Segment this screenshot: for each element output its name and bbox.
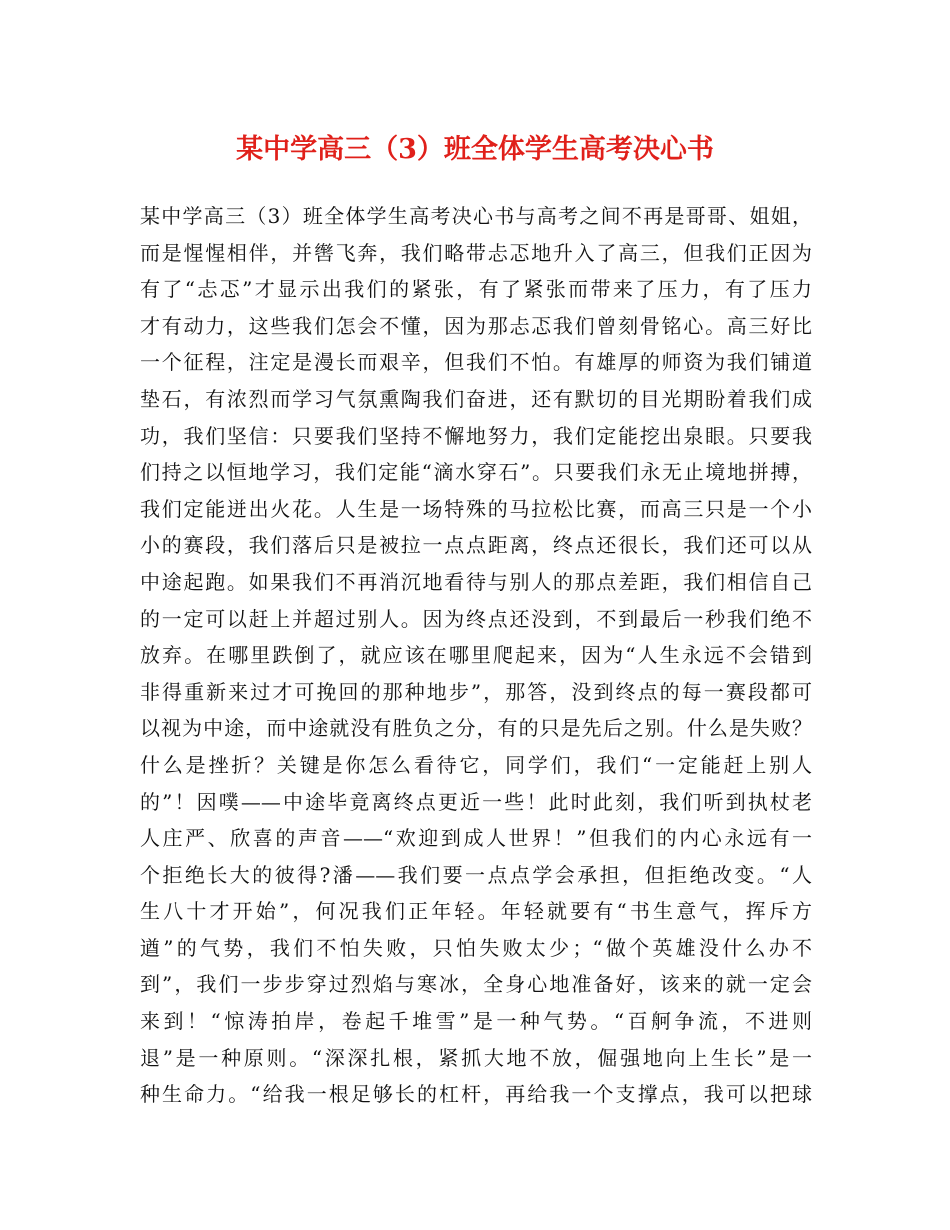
body-line: 的一定可以赶上并超过别人。因为终点还没到，不到最后一秒我们绝不: [140, 606, 812, 631]
body-line: 来到！“惊涛拍岸，卷起千堆雪”是一种气势。“百舸争流，不进则: [140, 1009, 812, 1034]
body-line: 放弃。在哪里跌倒了，就应该在哪里爬起来，因为“人生永远不会错到: [140, 643, 812, 668]
body-line: 才有动力，这些我们怎会不懂，因为那忐忑我们曾刻骨铭心。高三好比: [140, 313, 812, 338]
body-line: 中途起跑。如果我们不再消沉地看待与别人的那点差距，我们相信自己: [140, 569, 812, 594]
body-line: 小的赛段，我们落后只是被拉一点点距离，终点还很长，我们还可以从: [140, 533, 812, 558]
body-line: 退”是一种原则。“深深扎根，紧抓大地不放，倔强地向上生长”是一: [140, 1045, 812, 1070]
body-line: 个拒绝长大的彼得?潘——我们要一点点学会承担，但拒绝改变。“人: [140, 862, 812, 887]
document-body: [140, 198, 812, 1113]
body-line: 功，我们坚信：只要我们坚持不懈地努力，我们定能挖出泉眼。只要我: [140, 423, 812, 448]
body-line: 什么是挫折？关键是你怎么看待它，同学们，我们“一定能赶上别人: [140, 752, 812, 777]
body-line: 生八十才开始”，何况我们正年轻。年轻就要有“书生意气，挥斥方: [140, 899, 812, 924]
body-line: 种生命力。“给我一根足够长的杠杆，再给我一个支撑点，我可以把球: [140, 1082, 812, 1107]
body-line: 以视为中途，而中途就没有胜负之分，有的只是先后之别。什么是失败？: [140, 716, 812, 741]
body-line: 一个征程，注定是漫长而艰辛，但我们不怕。有雄厚的师资为我们铺道: [140, 350, 812, 375]
body-line: 而是惺惺相伴，并辔飞奔，我们略带忐忑地升入了高三，但我们正因为: [140, 240, 812, 265]
body-line: 有了“忐忑”才显示出我们的紧张，有了紧张而带来了压力，有了压力: [140, 277, 812, 302]
body-line: 遒”的气势，我们不怕失败，只怕失败太少；“做个英雄没什么办不: [140, 935, 812, 960]
body-line: 到”，我们一步步穿过烈焰与寒冰，全身心地准备好，该来的就一定会: [140, 972, 812, 997]
body-line: 们持之以恒地学习，我们定能“滴水穿石”。只要我们永无止境地拼搏，: [140, 460, 812, 485]
body-line: 人庄严、欣喜的声音——“欢迎到成人世界！”但我们的内心永远有一: [140, 826, 812, 851]
body-line: 非得重新来过才可挽回的那种地步”，那答，没到终点的每一赛段都可: [140, 679, 812, 704]
body-line: 我们定能迸出火花。人生是一场特殊的马拉松比赛，而高三只是一个小: [140, 496, 812, 521]
document-title: 某中学高三（3）班全体学生高考决心书: [236, 134, 714, 165]
body-line: 垫石，有浓烈而学习气氛熏陶我们奋进，还有默切的目光期盼着我们成: [140, 386, 812, 411]
body-line: 的”！因噗——中途毕竟离终点更近一些！此时此刻，我们听到执杖老: [140, 789, 812, 814]
body-line: 某中学高三（3）班全体学生高考决心书与高考之间不再是哥哥、姐姐，: [140, 204, 812, 228]
